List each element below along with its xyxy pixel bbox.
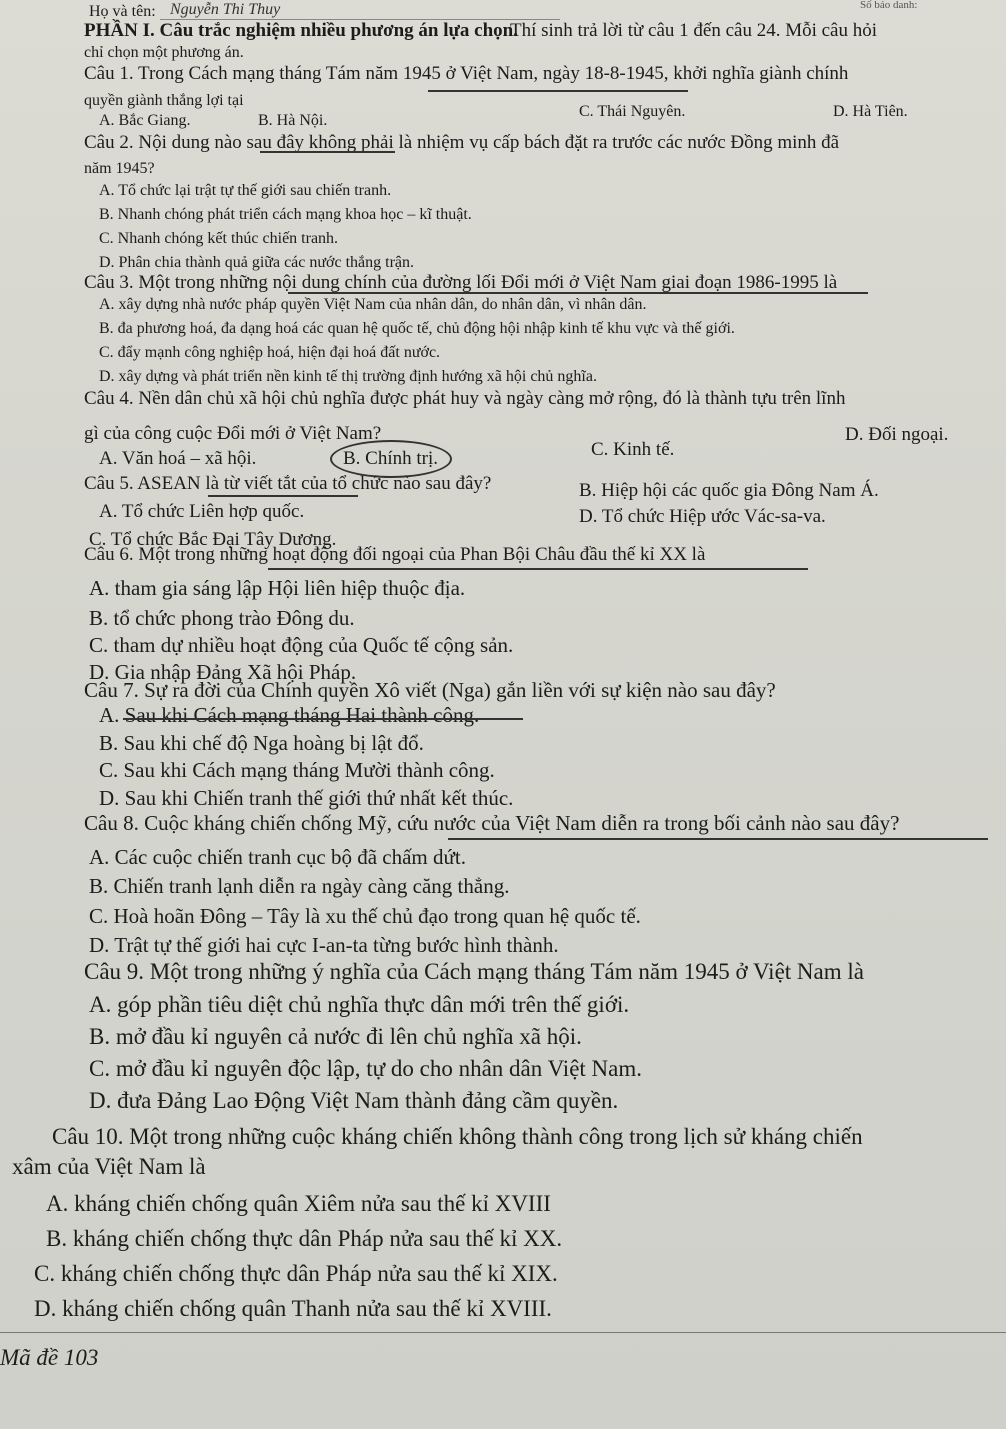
q8-option-c[interactable]: C. Hoà hoãn Đông – Tây là xu thế chủ đạo trong quan hệ quốc tế. [89,904,641,928]
q1-underline [428,90,688,92]
q5-option-d[interactable]: D. Tổ chức Hiệp ước Vác-sa-va. [579,506,826,527]
question-4-line-1: Câu 4. Nền dân chủ xã hội chủ nghĩa được phát huy và ngày càng mở rộng, đó là thành tựu trên lĩnh [84,388,846,409]
q6-option-b[interactable]: B. tổ chức phong trào Đông du. [89,606,355,630]
q1-option-c[interactable]: C. Thái Nguyên. [579,103,686,120]
question-4-line-2: gì của công cuộc Đổi mới ở Việt Nam? [84,423,382,444]
q8-option-b[interactable]: B. Chiến tranh lạnh diễn ra ngày càng căng thẳng. [89,874,510,898]
q9-option-a[interactable]: A. góp phần tiêu diệt chủ nghĩa thực dân mới trên thế giới. [89,992,630,1017]
q8-underline [448,838,988,840]
q8-option-a[interactable]: A. Các cuộc chiến tranh cục bộ đã chấm dứt. [89,845,466,869]
q10-option-c[interactable]: C. kháng chiến chống thực dân Pháp nửa sau thế kỉ XIX. [34,1261,558,1286]
question-1-line-2: quyền giành thắng lợi tại [84,92,244,109]
q7-option-c[interactable]: C. Sau khi Cách mạng tháng Mười thành công. [99,758,495,782]
q2-underline [260,151,395,153]
exam-code: Mã đề 103 [0,1345,99,1370]
q5-option-c[interactable]: C. Tổ chức Bắc Đại Tây Dương. [89,529,337,550]
student-name: Nguyễn Thi Thuy [170,1,281,18]
q10-option-a[interactable]: A. kháng chiến chống quân Xiêm nửa sau thế kỉ XVIII [46,1191,551,1216]
q7-option-b[interactable]: B. Sau khi chế độ Nga hoàng bị lật đổ. [99,731,424,755]
q7-strike [123,718,523,720]
question-6-line-1: Câu 6. Một trong những hoạt động đối ngoại của Phan Bội Châu đầu thế kỉ XX là [84,544,706,565]
question-8-line-1: Câu 8. Cuộc kháng chiến chống Mỹ, cứu nước của Việt Nam diễn ra trong bối cảnh nào sau đây? [84,811,900,835]
q9-option-b[interactable]: B. mở đầu kỉ nguyên cả nước đi lên chủ nghĩa xã hội. [89,1024,582,1049]
footer-divider [0,1332,1006,1333]
question-10-line-1: Câu 10. Một trong những cuộc kháng chiến không thành công trong lịch sử kháng chiến [52,1124,863,1149]
q3-option-c[interactable]: C. đẩy mạnh công nghiệp hoá, hiện đại hoá đất nước. [99,344,441,361]
q7-option-d[interactable]: D. Sau khi Chiến tranh thế giới thứ nhất kết thúc. [99,786,514,810]
q7-option-a[interactable]: A. Sau khi Cách mạng tháng Hai thành công. [99,703,480,727]
q5-option-b[interactable]: B. Hiệp hội các quốc gia Đông Nam Á. [579,480,879,501]
q3-option-b[interactable]: B. đa phương hoá, đa dạng hoá các quan hệ quốc tế, chủ động hội nhập kinh tế khu vực và thế giới. [99,320,735,337]
q10-option-d[interactable]: D. kháng chiến chống quân Thanh nửa sau thế kỉ XVIII. [34,1296,552,1321]
q6-underline [268,568,808,570]
part1-title: PHẦN I. Câu trắc nghiệm nhiều phương án lựa chọn. [84,20,518,41]
question-3-line-1: Câu 3. Một trong những nội dung chính của đường lối Đổi mới ở Việt Nam giai đoạn 1986-1995 là [84,272,838,293]
q5-underline [208,495,358,497]
question-1-line-1: Câu 1. Trong Cách mạng tháng Tám năm 1945 ở Việt Nam, ngày 18-8-1945, khởi nghĩa giành chính [84,63,849,84]
q6-option-c[interactable]: C. tham dự nhiều hoạt động của Quốc tế cộng sản. [89,633,514,657]
part1-instruction-2: chỉ chọn một phương án. [84,44,244,61]
question-10-line-2: xâm của Việt Nam là [12,1154,206,1179]
q9-option-d[interactable]: D. đưa Đảng Lao Động Việt Nam thành đảng cầm quyền. [89,1088,619,1113]
part1-instruction: Thí sinh trả lời từ câu 1 đến câu 24. Mỗi câu hỏi [510,20,878,41]
q5-option-a[interactable]: A. Tổ chức Liên hợp quốc. [99,501,305,522]
name-label: Họ và tên: [89,3,156,20]
q1-option-a[interactable]: A. Bắc Giang. [99,112,191,129]
q4-option-d[interactable]: D. Đối ngoại. [845,424,949,445]
q1-option-d[interactable]: D. Hà Tiên. [833,103,908,120]
q3-option-d[interactable]: D. xây dựng và phát triển nền kinh tế thị trường định hướng xã hội chủ nghĩa. [99,368,597,385]
q6-option-a[interactable]: A. tham gia sáng lập Hội liên hiệp thuộc địa. [89,576,466,600]
q10-option-b[interactable]: B. kháng chiến chống thực dân Pháp nửa sau thế kỉ XX. [46,1226,563,1251]
q9-option-c[interactable]: C. mở đầu kỉ nguyên độc lập, tự do cho nhân dân Việt Nam. [89,1056,642,1081]
q2-option-a[interactable]: A. Tổ chức lại trật tự thế giới sau chiến tranh. [99,182,392,199]
q3-option-a[interactable]: A. xây dựng nhà nước pháp quyền Việt Nam của nhân dân, do nhân dân, vì nhân dân. [99,296,647,313]
q2-option-d[interactable]: D. Phân chia thành quả giữa các nước thắng trận. [99,254,415,271]
q6-option-d[interactable]: D. Gia nhập Đảng Xã hội Pháp. [89,660,357,684]
q2-option-b[interactable]: B. Nhanh chóng phát triển cách mạng khoa học – kĩ thuật. [99,206,472,223]
q8-option-d[interactable]: D. Trật tự thế giới hai cực I-an-ta từng bước hình thành. [89,933,559,957]
report-number-label: Số báo danh: [860,0,918,11]
q2-option-c[interactable]: C. Nhanh chóng kết thúc chiến tranh. [99,230,339,247]
question-7-line-1: Câu 7. Sự ra đời của Chính quyền Xô viết (Nga) gắn liền với sự kiện nào sau đây? [84,678,776,702]
q3-underline [288,292,868,294]
question-5-line-1: Câu 5. ASEAN là từ viết tắt của tổ chức nào sau đây? [84,473,492,494]
q4-option-a[interactable]: A. Văn hoá – xã hội. [99,448,257,469]
q4-option-b[interactable]: B. Chính trị. [343,448,439,469]
question-2-line-2: năm 1945? [84,160,155,177]
question-2-line-1: Câu 2. Nội dung nào sau đây không phải là nhiệm vụ cấp bách đặt ra trước các nước Đồng minh đã [84,132,840,153]
q1-option-b[interactable]: B. Hà Nội. [258,112,328,129]
q4-option-c[interactable]: C. Kinh tế. [591,439,675,460]
question-9-line-1: Câu 9. Một trong những ý nghĩa của Cách mạng tháng Tám năm 1945 ở Việt Nam là [84,959,864,984]
